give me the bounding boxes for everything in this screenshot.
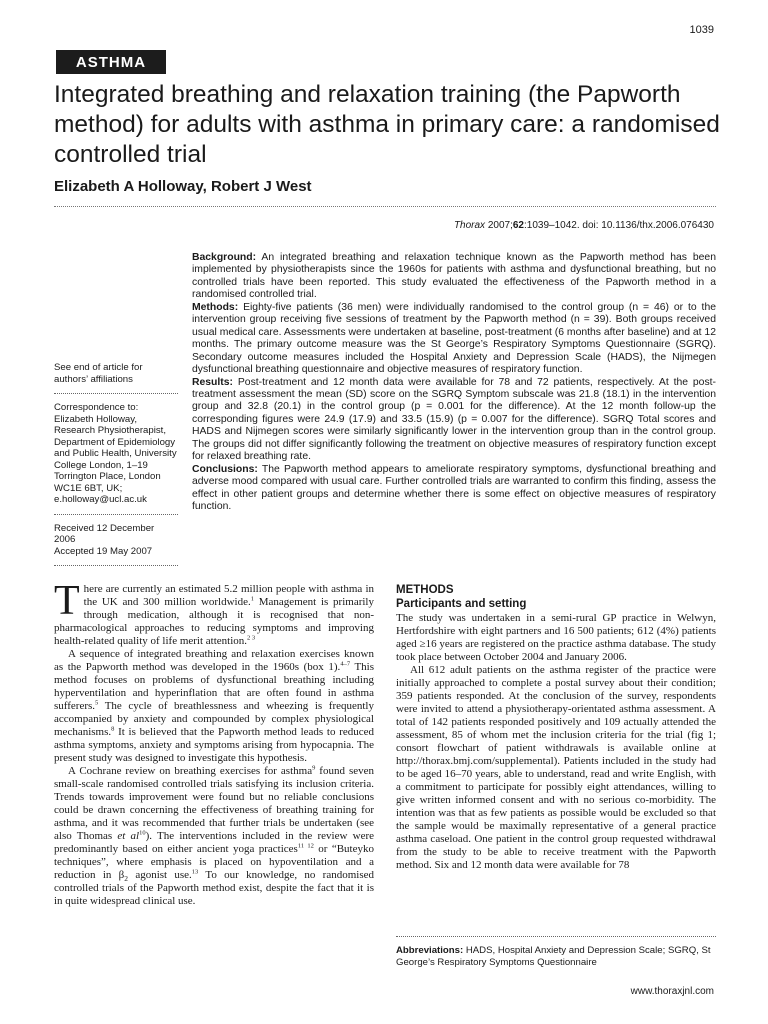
- abbreviations-text: HADS, Hospital Anxiety and Depression Scale; SGRQ, St George’s Respiratory Symptoms Questionnaire: [396, 945, 711, 968]
- intro-text: Management is primarily through medication, although it is recognised that non-pharmacological approaches to reducing symptoms and improving health-related quality of life merit attention.: [54, 596, 374, 647]
- affiliations-note: See end of article for authors’ affiliations: [54, 362, 143, 385]
- reference-mark[interactable]: 8: [111, 725, 115, 733]
- section-heading: METHODS: [396, 584, 454, 596]
- abstract-results: [192, 377, 716, 464]
- accepted-date: Accepted 19 May 2007: [54, 545, 153, 557]
- author-list: Elizabeth A Holloway, Robert J West: [54, 178, 312, 195]
- body-text: or “Buteyko techniques”, where emphasis is placed on hypoventilation and a reduction in β: [54, 843, 374, 881]
- journal-url[interactable]: www.thoraxjnl.com: [630, 986, 714, 997]
- et-al: et al: [117, 830, 140, 842]
- conclusions-label: Conclusions:: [192, 463, 258, 475]
- reference-mark[interactable]: 4–7: [340, 660, 351, 668]
- abbreviations-label: Abbreviations:: [396, 945, 464, 956]
- results-text: Post-treatment and 12 month data were available for 78 and 72 patients, respectively. At the post-treatment assessment the mean (SD) score on the SGRQ Symptom subscale was 21.8 (18.1) in the intervention group and 32.8 (20.1) in the control group (p = 0.001 for the difference). At the 12 month follow-up the corresponding figures were 24.9 (17.9) and 33.5 (15.9) (p = 0.007 for the difference). SGRQ Total scores and HADS and Nijmegen scores were similarly significantly lower in the intervention group than in the control group. The groups did not differ significantly following the treatment on objective measures of respiratory function except for relaxed breathing rate.: [192, 376, 716, 463]
- body-text: To our knowledge, no randomised controlled trials of the Papworth method exist, despite the fact that it is in quite widespread clinical use.: [54, 869, 374, 907]
- reference-mark[interactable]: 2 3: [247, 634, 256, 642]
- methods-text: Eighty-five patients (36 men) were individually randomised to the control group (n = 46) or to the intervention group receiving five sessions of treatment by the Papworth method (n = 39). Both groups received usual medical care. Assessments were undertaken at baseline, post-treatment (6 months after baseline) and at 12 months. The primary outcome measure was the St George’s Respiratory Symptoms Questionnaire (SGRQ). Secondary outcome measures included the Hospital Anxiety and Depression Scale (HADS), the Nijmegen dysfunctional breathing questionnaire and objective measures of respiratory function.: [192, 301, 716, 376]
- body-text: A sequence of integrated breathing and relaxation exercises known as the Papworth method was developed in the 1960s (box 1).: [54, 648, 374, 673]
- abstract-background: [192, 252, 716, 302]
- conclusions-text: The Papworth method appears to ameliorate respiratory symptoms, dysfunctional breathing and adverse mood compared with usual care. Further controlled trials are warranted to confirm this finding, assess the effect in other patient groups and determine whether there is some effect on objective measures of respiratory function.: [192, 463, 716, 513]
- abstract-methods: [192, 302, 716, 377]
- results-label: Results:: [192, 376, 233, 388]
- received-date: Received 12 December 2006: [54, 522, 155, 545]
- body-column-right: [396, 583, 716, 872]
- reference-mark[interactable]: 13: [191, 868, 199, 876]
- section-badge: ASTHMA: [56, 50, 166, 74]
- body-text: This method focuses on problems of dysfunctional breathing including hyperventilation and hyperinflation that are often found in asthma sufferers.: [54, 661, 375, 712]
- page-number: 1039: [689, 24, 714, 36]
- drop-cap: T: [54, 578, 80, 624]
- abbreviations-divider: [396, 936, 716, 937]
- citation-pages-doi: :1039–1042. doi: 10.1136/thx.2006.076430: [524, 220, 714, 231]
- body-paragraph: [54, 765, 374, 908]
- correspondence-line: Elizabeth Holloway,: [54, 413, 138, 425]
- correspondence-line: College London, 1–19: [54, 459, 148, 471]
- correspondence-line: Research Physiotherapist,: [54, 425, 166, 436]
- correspondence-email[interactable]: e.holloway@ucl.ac.uk: [54, 494, 147, 505]
- reference-mark[interactable]: 10: [139, 829, 146, 837]
- citation-year: 2007;: [485, 220, 513, 231]
- correspondence-block: [54, 402, 178, 506]
- sidebar-divider: [54, 514, 178, 515]
- reference-mark[interactable]: 1: [250, 595, 254, 603]
- reference-mark[interactable]: 5: [95, 699, 99, 707]
- sidebar-divider: [54, 393, 178, 394]
- background-text: An integrated breathing and relaxation technique known as the Papworth method has been implemented by physiotherapists since the 1960s for patients with asthma and dysfunctional breathing, but no controlled trials have been reported. This study evaluated the effectiveness of the Papworth method in a randomised controlled trial.: [192, 252, 716, 301]
- correspondence-line: and Public Health, University: [54, 448, 177, 459]
- body-text: A Cochrane review on breathing exercises for asthma: [68, 765, 313, 777]
- intro-paragraph: [54, 578, 374, 648]
- subscript: 2: [124, 874, 129, 884]
- reference-mark[interactable]: 9: [312, 764, 316, 772]
- abstract-conclusions: [192, 464, 716, 514]
- correspondence-line: WC1E 6BT, UK;: [54, 482, 123, 494]
- article-sidebar: [54, 362, 178, 574]
- article-title: Integrated breathing and relaxation training (the Papworth method) for adults with asthma in primary care: a randomised controlled trial: [54, 81, 720, 168]
- reference-mark[interactable]: 11 12: [297, 842, 314, 850]
- abbreviations-box: [396, 936, 716, 969]
- body-paragraph: All 612 adult patients on the asthma register of the practice were initially approached to complete a postal survey about their condition; 359 patients responded. At the conclusion of the survey, respondents were invited to attend a physiotherapy-orientated asthma assessment. A total of 142 patients responded positively and 109 actually attended the assessment, 85 of whom met the inclusion criteria for the trial (fig 1; consort flowchart of patient withdrawals is available online at http://thorax.bmj.com/supplemental). Patients included in the study had to be aged 16–70 years, able to understand, read and write English, with a commitment to participate for possibly eight attendances, willing to give written informed consent and with no serious co-morbidity. The intention was that as few patients as possible would be excluded so that the sample would be maximally representative of a general practice asthma caseload. One patient in the control group requested withdrawal from the study to be able to receive treatment with the Papworth method. Six and 12 month data were available for 78: [396, 664, 716, 871]
- body-text: ). The interventions included in the review were predominantly based on either ancient yoga practices: [54, 830, 375, 855]
- sidebar-divider: [54, 565, 178, 566]
- citation-line: [454, 220, 714, 231]
- subsection-heading: Participants and setting: [396, 598, 527, 610]
- body-text: found seven small-scale randomised controlled trials satisfying its inclusion criteria. Trends towards improvement were found but no reliable conclusions could be drawn concerning the effectiveness of breathing training for asthma, and it was recommended that further trials be undertaken (see also Thomas: [54, 765, 374, 842]
- citation-volume: 62: [512, 220, 524, 231]
- correspondence-line: Correspondence to:: [54, 402, 139, 413]
- correspondence-line: Department of Epidemiology: [54, 436, 176, 448]
- dates-block: [54, 523, 178, 558]
- body-text: The cycle of breathlessness and wheezing is frequently accompanied by anxiety and compounded by complex physiological mechanisms.: [54, 700, 374, 738]
- body-text: It is believed that the Papworth method leads to reduced asthma symptoms, anxiety and symptoms arising from hypocapnia. The present study was designed to investigate this hypothesis.: [54, 726, 374, 764]
- body-paragraph: [54, 648, 374, 765]
- intro-text: here are currently an estimated 5.2 million people with asthma in the UK and 300 million worldwide.: [83, 583, 374, 608]
- correspondence-line: Torrington Place, London: [54, 471, 161, 482]
- body-paragraph: The study was undertaken in a semi-rural GP practice in Welwyn, Hertfordshire with eight partners and 16 500 patients; 612 (4%) patients aged ≥16 years are registered on the practice asthma database. The study took place between October 2004 and January 2006.: [396, 612, 716, 663]
- abstract: [192, 252, 716, 514]
- methods-label: Methods:: [192, 301, 239, 313]
- background-label: Background:: [192, 252, 257, 263]
- body-text: agonist use.: [128, 869, 192, 881]
- title-divider: [54, 206, 716, 207]
- journal-name: Thorax: [453, 220, 486, 231]
- body-column-left: [54, 578, 375, 908]
